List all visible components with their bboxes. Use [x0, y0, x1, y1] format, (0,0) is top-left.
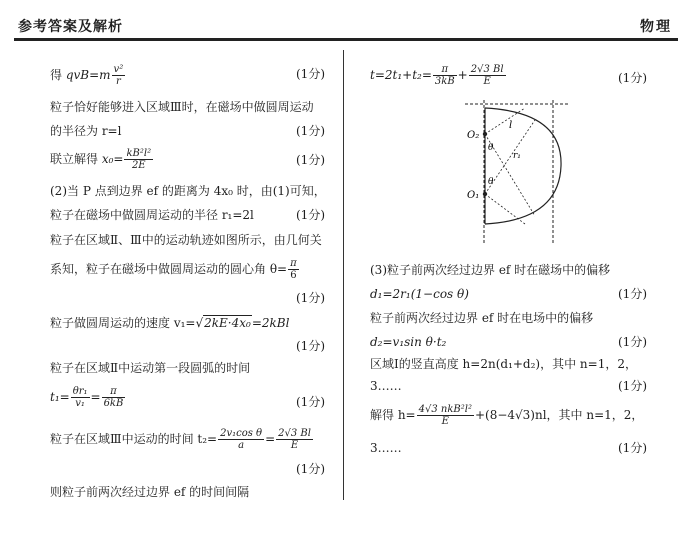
label-r1: r₁	[513, 151, 521, 161]
score-mark: (1分)	[296, 124, 325, 138]
radius-line-o1	[485, 194, 525, 224]
text-line: (2)当 P 点到边界 ef 的距离为 4x₀ 时，由(1)可知，	[50, 184, 326, 198]
text-line: 粒子前两次经过边界 ef 时在电场中的偏移	[370, 311, 594, 325]
header-title: 参考答案及解析	[18, 19, 123, 35]
text-line: 粒子在区域Ⅱ、Ⅲ中的运动轨迹如图所示，由几何关	[50, 233, 322, 247]
score-mark: (1分)	[618, 71, 647, 85]
trajectory-figure	[455, 96, 580, 256]
text-line: 粒子恰好能够进入区域Ⅲ时，在磁场中做圆周运动	[50, 100, 314, 114]
eq-velocity: 粒子做圆周运动的速度 v₁=√2kE·4x₀=2kBl	[50, 316, 290, 330]
label-o1: O₁	[467, 190, 480, 201]
center-point-o1	[483, 192, 487, 196]
text-line: 粒子在区域Ⅱ中运动第一段圆弧的时间	[50, 361, 251, 375]
label-o2: O₂	[467, 130, 480, 141]
eq-height: 解得 h= $\frac{\text{4√3 nkB²l²}}{E}$ +(8−4√3)nl，其中 n=1，2，	[370, 404, 644, 427]
eq-t2: 粒子在区域Ⅲ中运动的时间 t₂= $\frac{\text{2v₁cos θ}}{a}$ = $\frac{2√3 Bl}{E}$	[50, 428, 311, 451]
eq-d1: d₁=2r₁(1−cos θ)	[370, 287, 469, 301]
header-rule	[14, 38, 678, 41]
label-theta-upper: θ	[488, 143, 494, 153]
text-line: (3)粒子前两次经过边界 ef 时在磁场中的偏移	[370, 263, 611, 277]
eq-theta: 系知，粒子在磁场中做圆周运动的圆心角 θ= $\frac{\pi}{6}$	[50, 258, 297, 281]
text-line: 3……	[370, 379, 402, 393]
text-line: 则粒子前两次经过边界 ef 的时间间隔	[50, 485, 250, 499]
text-line: 的半径为 r=l	[50, 124, 122, 138]
score-mark: (1分)	[296, 339, 325, 353]
center-point-o2	[483, 132, 487, 136]
score-mark: (1分)	[296, 291, 325, 305]
score-mark: (1分)	[296, 208, 325, 222]
score-mark: (1分)	[296, 67, 325, 81]
eq-x0: 联立解得 x₀= $\frac{\text{kB²l²}}{2E}$	[50, 148, 152, 171]
eq-t1: t₁= $\frac{\text{θr₁}}{\text{v₁}}$ = $\frac{\pi}{6kB}$	[50, 386, 124, 409]
text-line: 3……	[370, 441, 402, 455]
score-mark: (1分)	[618, 287, 647, 301]
score-mark: (1分)	[618, 335, 647, 349]
score-mark: (1分)	[296, 395, 325, 409]
page-header	[14, 8, 678, 36]
score-mark: (1分)	[296, 462, 325, 476]
score-mark: (1分)	[618, 441, 647, 455]
radius-line-o2	[485, 108, 525, 134]
eq-total-time: t=2t₁+t₂= $\frac{\pi}{3kB}$ + $\frac{2√3 Bl}{E}$	[370, 64, 504, 87]
eq-d2: d₂=v₁sin θ·t₂	[370, 335, 447, 349]
header-subject: 物理	[640, 19, 672, 35]
column-divider	[343, 50, 344, 500]
label-theta-lower: θ	[488, 177, 494, 187]
trajectory-arc	[485, 108, 561, 224]
eq-force-balance: 得 qvB=m $\frac{\text{v²}}{r}$	[50, 64, 124, 87]
label-l: l	[509, 120, 513, 131]
text-line: 区域Ⅰ的竖直高度 h=2n(d₁+d₂)，其中 n=1，2，	[370, 357, 637, 371]
score-mark: (1分)	[296, 153, 325, 167]
text-line: 粒子在磁场中做圆周运动的半径 r₁=2l	[50, 208, 254, 222]
score-mark: (1分)	[618, 379, 647, 393]
